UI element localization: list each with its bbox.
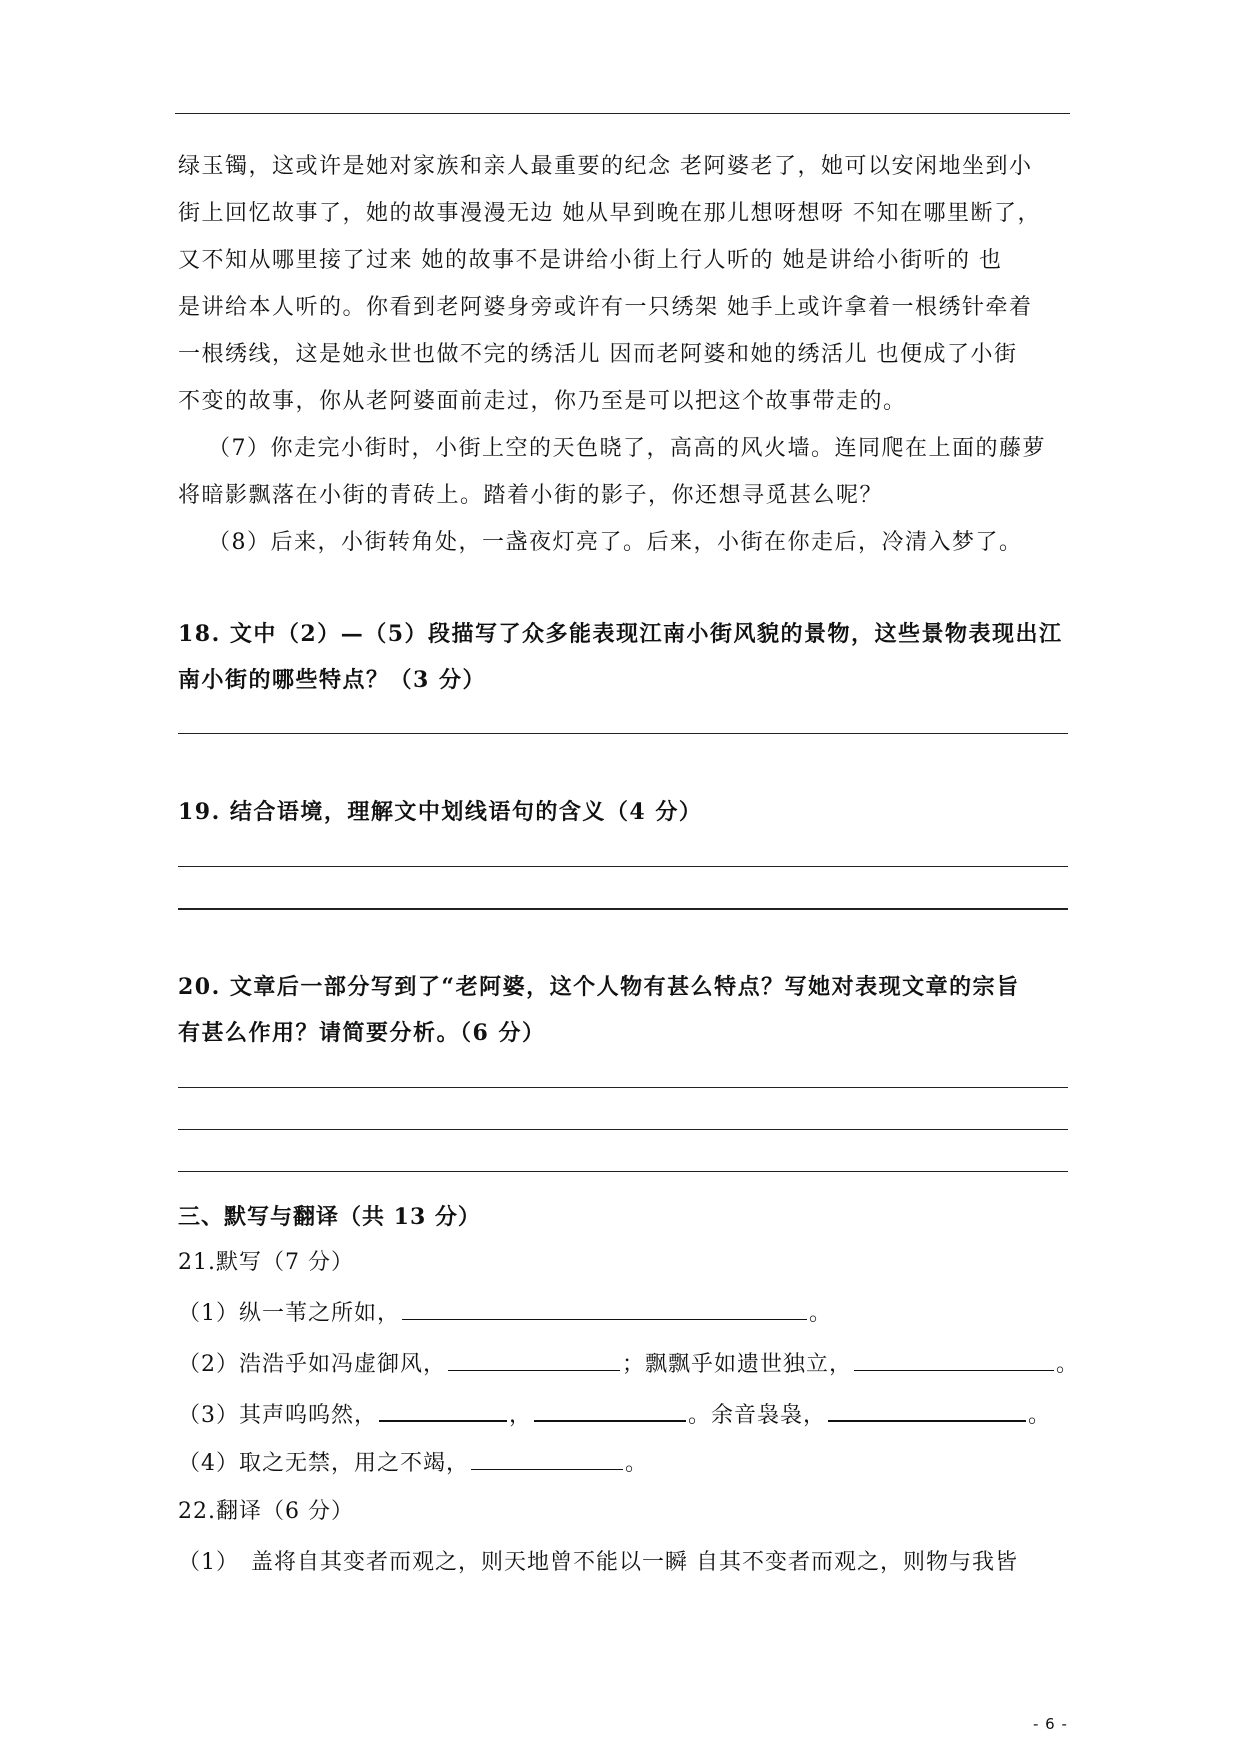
passage-line: 街上回忆故事了，她的故事漫漫无边 她从早到晚在那儿想呀想呀 不知在哪里断了， xyxy=(178,201,1041,226)
blank-4[interactable] xyxy=(471,1447,623,1470)
blank-3a[interactable] xyxy=(379,1398,507,1422)
question-22-title: 22.翻译（6 分） xyxy=(178,1499,354,1524)
fill-item-3-sep: ， xyxy=(509,1403,533,1428)
question-20-line1: 20. 文章后一部分写到了“老阿婆，这个人物有甚么特点？写她对表现文章的宗旨 xyxy=(178,974,1020,1000)
blank-2b[interactable] xyxy=(854,1348,1054,1371)
blank-3c[interactable] xyxy=(828,1398,1026,1422)
passage-line: （7）你走完小街时，小街上空的天色晓了，高高的风火墙。连同爬在上面的藤萝 xyxy=(208,436,1046,461)
question-18-line1: 18. 文中（2）—（5）段描写了众多能表现江南小街风貌的景物，这些景物表现出江 xyxy=(178,621,1063,647)
question-20-line2: 有甚么作用？请简要分析。（6 分） xyxy=(178,1020,546,1046)
header-rule xyxy=(175,113,1070,114)
fill-item-2-text: （2）浩浩乎如冯虚御风， xyxy=(178,1352,446,1377)
fill-item-4-end: 。 xyxy=(625,1451,649,1476)
passage-line: 将暗影飘落在小街的青砖上。踏着小街的影子，你还想寻觅甚么呢？ xyxy=(178,483,884,508)
fill-item-2 xyxy=(178,1348,1079,1378)
blank-1[interactable] xyxy=(402,1297,807,1320)
question-21-title: 21.默写（7 分） xyxy=(178,1250,354,1275)
blank-3b[interactable] xyxy=(534,1398,686,1422)
passage-line: （8）后来，小街转角处，一盏夜灯亮了。后来，小街在你走后，冷清入梦了。 xyxy=(208,530,1023,555)
fill-item-2-mid: ；飘飘乎如遗世独立， xyxy=(622,1352,853,1377)
question-18-line2: 南小街的哪些特点？（3 分） xyxy=(178,667,486,693)
passage-line: 是讲给本人听的。你看到老阿婆身旁或许有一只绣架 她手上或许拿着一根绣针牵着 xyxy=(178,295,1033,320)
fill-item-3-mid: 。余音袅袅， xyxy=(688,1403,827,1428)
passage-line: 绿玉镯，这或许是她对家族和亲人最重要的纪念 老阿婆老了，她可以安闲地坐到小 xyxy=(178,154,1033,179)
fill-item-3-end: 。 xyxy=(1028,1403,1052,1428)
section-3-title: 三、默写与翻译（共 13 分） xyxy=(178,1204,481,1230)
fill-item-4 xyxy=(178,1447,648,1477)
fill-item-1-text: （1）纵一苇之所如， xyxy=(178,1301,400,1326)
answer-line-20a[interactable] xyxy=(178,1087,1068,1088)
fill-item-2-end: 。 xyxy=(1056,1352,1080,1377)
passage xyxy=(178,143,1078,566)
fill-item-3 xyxy=(178,1398,1051,1428)
answer-line-18[interactable] xyxy=(178,733,1068,734)
page-number: - 6 - xyxy=(1033,1715,1068,1733)
fill-item-1-end: 。 xyxy=(809,1301,833,1326)
answer-line-20b[interactable] xyxy=(178,1129,1068,1130)
question-19: 19. 结合语境，理解文中划线语句的含义（4 分） xyxy=(178,799,703,825)
answer-line-19b[interactable] xyxy=(178,908,1068,910)
blank-2a[interactable] xyxy=(448,1348,620,1371)
answer-line-20c[interactable] xyxy=(178,1171,1068,1172)
answer-line-19a[interactable] xyxy=(178,866,1068,867)
passage-line: 一根绣线，这是她永世也做不完的绣活儿 因而老阿婆和她的绣活儿 也便成了小街 xyxy=(178,342,1018,367)
fill-item-4-text: （4）取之无禁，用之不竭， xyxy=(178,1451,469,1476)
passage-line: 又不知从哪里接了过来 她的故事不是讲给小街上行人听的 她是讲给小街听的 也 xyxy=(178,248,1003,273)
fill-item-3-text: （3）其声呜呜然， xyxy=(178,1403,377,1428)
translate-item-1: （1） 盖将自其变者而观之，则天地曾不能以一瞬 自其不变者而观之，则物与我皆 xyxy=(178,1550,1018,1575)
passage-line: 不变的故事，你从老阿婆面前走过，你乃至是可以把这个故事带走的。 xyxy=(178,389,907,414)
fill-item-1 xyxy=(178,1297,832,1327)
